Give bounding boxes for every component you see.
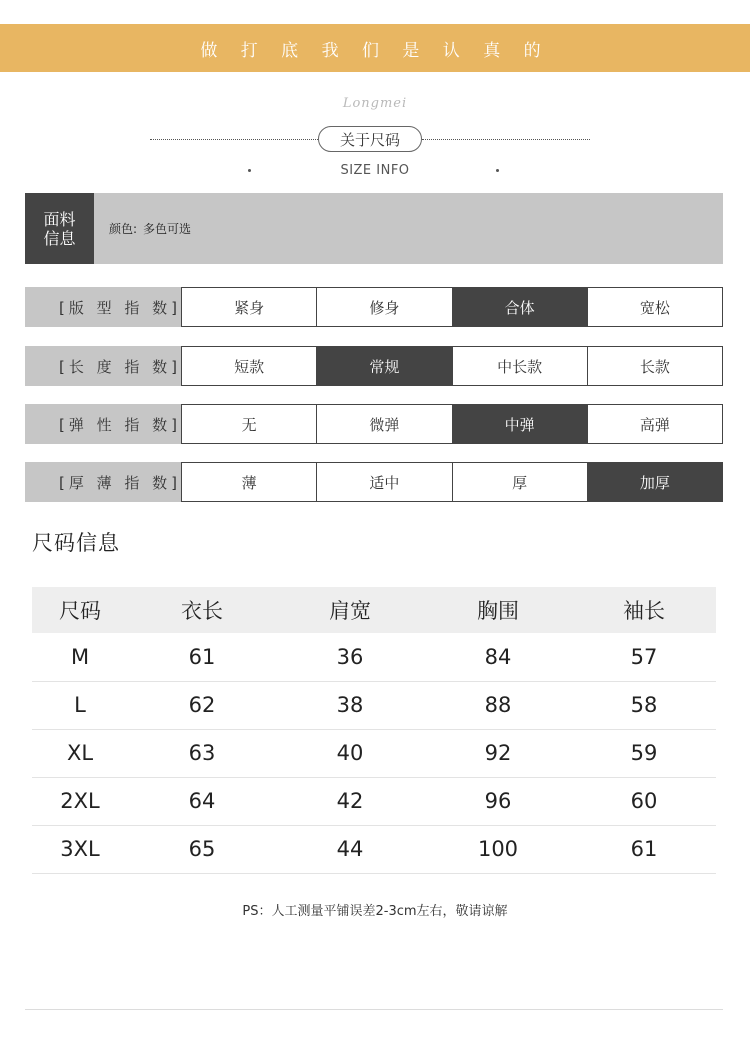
index-option-selected: 中弹 [452, 405, 587, 443]
index-row [25, 346, 723, 386]
bottom-divider [25, 1009, 723, 1010]
fabric-info [25, 193, 723, 264]
index-option-selected: 加厚 [587, 463, 722, 501]
table-cell: 61 [128, 633, 276, 681]
index-option: 厚 [452, 463, 587, 501]
index-option: 修身 [316, 288, 451, 326]
table-cell: 60 [572, 777, 716, 825]
table-cell: 44 [276, 825, 424, 873]
top-banner [0, 24, 750, 72]
measurement-note: PS：人工测量平铺误差2-3cm左右，敬请谅解 [242, 904, 508, 919]
table-cell: 36 [276, 633, 424, 681]
table-cell: 88 [424, 681, 572, 729]
column-header: 袖长 [572, 587, 716, 633]
table-row [32, 633, 716, 681]
index-option: 适中 [316, 463, 451, 501]
table-cell: 57 [572, 633, 716, 681]
table-cell: 58 [572, 681, 716, 729]
section-title: 关于尺码 [318, 126, 422, 152]
index-option: 紧身 [234, 298, 265, 317]
index-row [25, 404, 723, 444]
table-row [32, 825, 716, 873]
table-cell: 61 [572, 825, 716, 873]
index-option-selected: 常规 [316, 347, 451, 385]
index-options [181, 462, 723, 502]
banner-text: 做 打 底 我 们 是 认 真 的 [200, 40, 550, 61]
index-label: [弹 性 指 数] [25, 404, 181, 444]
index-option: 宽松 [587, 288, 722, 326]
index-option: 微弹 [316, 405, 451, 443]
table-row [32, 777, 716, 825]
index-option: 薄 [241, 473, 257, 492]
column-header: 胸围 [424, 587, 572, 633]
table-cell: 96 [424, 777, 572, 825]
divider-left [150, 139, 318, 140]
index-label: [厚 薄 指 数] [25, 462, 181, 502]
table-cell: 100 [424, 825, 572, 873]
index-options [181, 346, 723, 386]
table-row [32, 681, 716, 729]
index-option-selected: 合体 [452, 288, 587, 326]
table-cell: XL [32, 729, 128, 777]
index-label: [长 度 指 数] [25, 346, 181, 386]
table-cell: 62 [128, 681, 276, 729]
index-label: [版 型 指 数] [25, 287, 181, 327]
table-cell: L [32, 681, 128, 729]
table-cell: 3XL [32, 825, 128, 873]
fabric-color [109, 193, 191, 264]
color-label: 颜色: [109, 222, 138, 236]
index-row [25, 287, 723, 327]
table-cell: 2XL [32, 777, 128, 825]
table-row [32, 729, 716, 777]
index-option: 长款 [587, 347, 722, 385]
table-cell: 65 [128, 825, 276, 873]
table-cell: 40 [276, 729, 424, 777]
index-option: 无 [241, 415, 257, 434]
index-option: 短款 [234, 357, 265, 376]
column-header: 尺码 [32, 587, 128, 633]
table-cell: M [32, 633, 128, 681]
index-options [181, 404, 723, 444]
table-cell: 64 [128, 777, 276, 825]
index-row [25, 462, 723, 502]
column-header: 肩宽 [276, 587, 424, 633]
size-table [32, 587, 716, 874]
index-option: 中长款 [452, 347, 587, 385]
section-subtitle: SIZE INFO [340, 163, 410, 178]
table-cell: 59 [572, 729, 716, 777]
table-cell: 92 [424, 729, 572, 777]
fabric-tag [25, 193, 94, 264]
brand-script: Longmei [342, 96, 408, 111]
table-cell: 38 [276, 681, 424, 729]
size-info-title: 尺码信息 [32, 531, 120, 555]
table-cell: 63 [128, 729, 276, 777]
dot-right [496, 169, 499, 172]
index-option: 高弹 [587, 405, 722, 443]
divider-right [422, 139, 590, 140]
table-cell: 84 [424, 633, 572, 681]
section-header [150, 126, 590, 152]
table-header-row [32, 587, 716, 633]
color-value: 多色可选 [143, 222, 192, 236]
column-header: 衣长 [128, 587, 276, 633]
table-cell: 42 [276, 777, 424, 825]
fabric-tag-label: 面料 信息 [43, 209, 76, 248]
index-options [181, 287, 723, 327]
